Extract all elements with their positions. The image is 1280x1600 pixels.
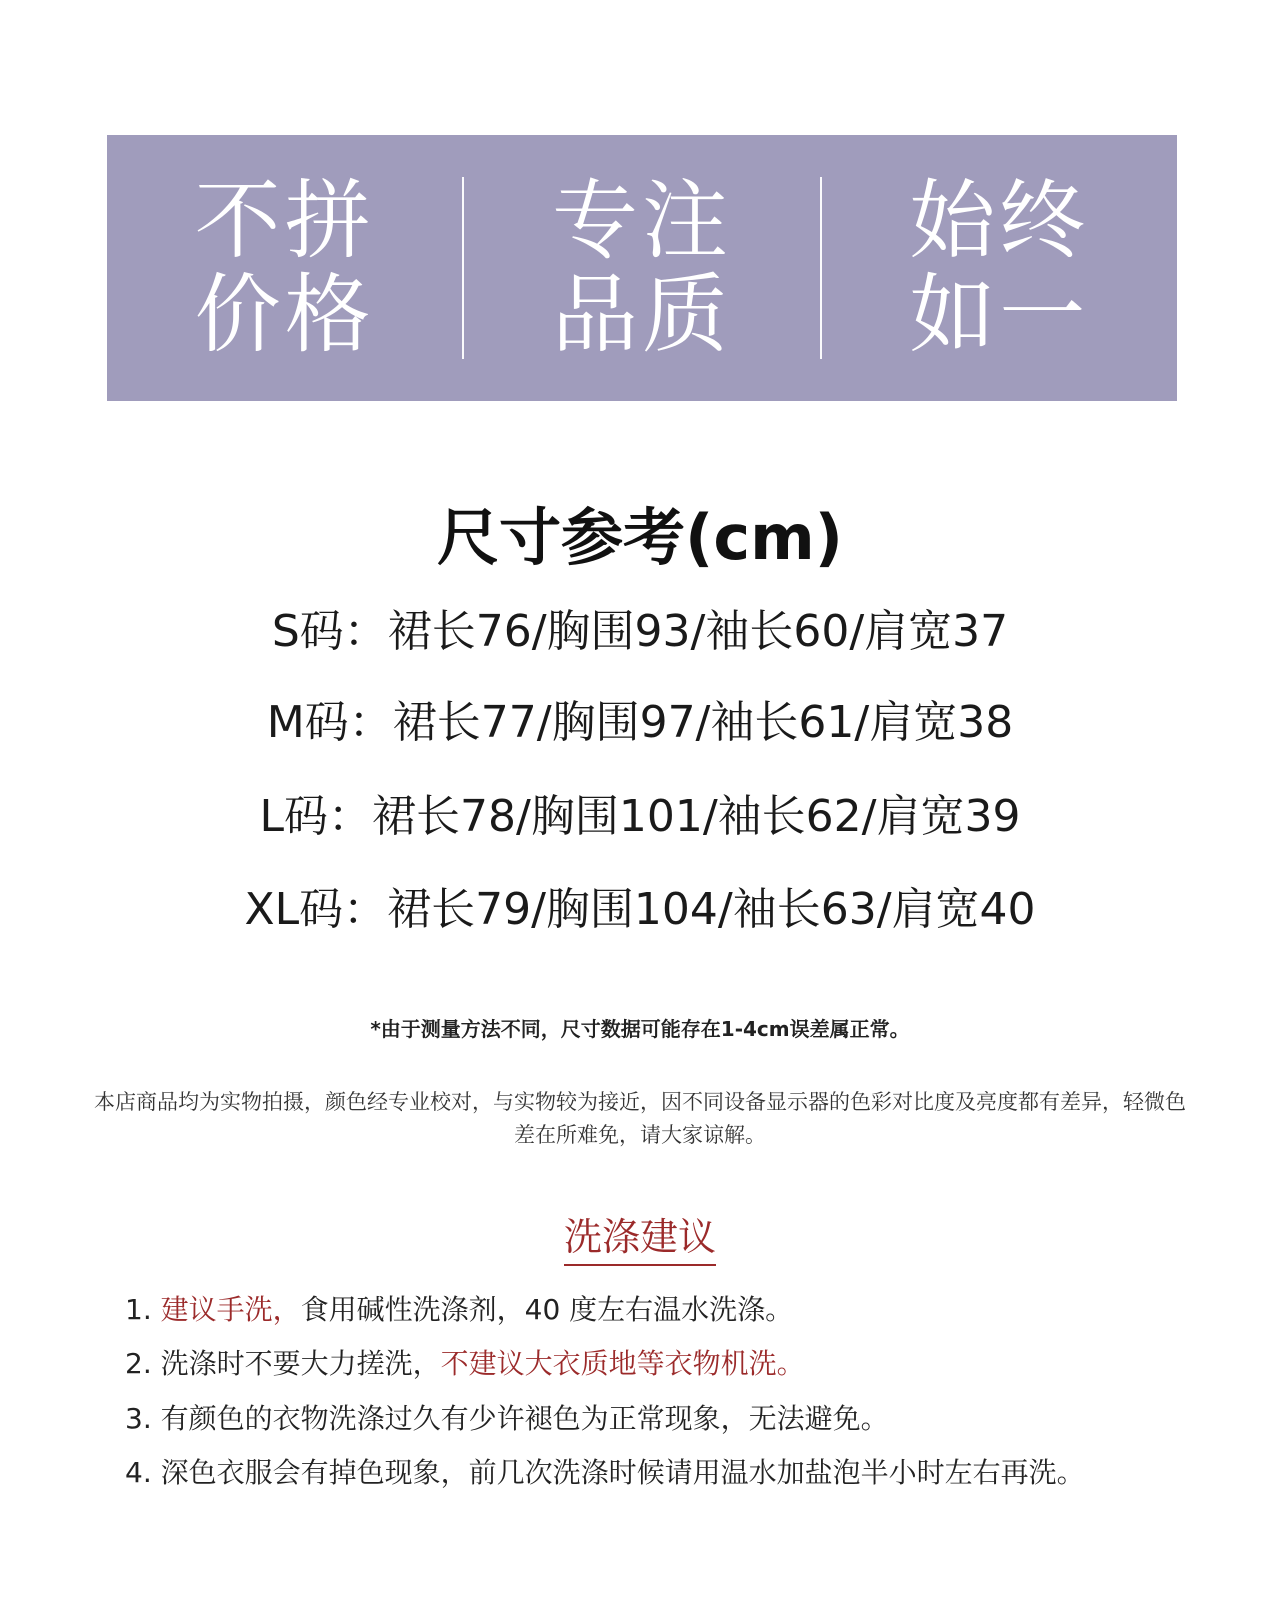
- washing-title-text: 洗涤建议: [564, 1206, 716, 1266]
- banner-divider: [462, 177, 464, 359]
- size-row-l: L码：裙长78/胸围101/袖长62/肩宽39: [259, 791, 1021, 842]
- washing-item-number: 1.: [125, 1293, 161, 1326]
- slogan-3-line2: 如一: [909, 265, 1090, 365]
- slogan-2: [464, 135, 819, 401]
- slogan-banner: [107, 135, 1177, 401]
- washing-item-highlight: 不建议大衣质地等衣物机洗。: [440, 1347, 805, 1380]
- washing-item-number: 2.: [125, 1347, 161, 1380]
- size-reference-title: 尺寸参考(cm): [436, 501, 844, 574]
- slogan-2-line1: 专注: [551, 171, 732, 271]
- washing-item-text: 食用碱性洗涤剂，40 度左右温水洗涤。: [300, 1293, 794, 1326]
- slogan-1-line1: 不拼: [194, 171, 375, 271]
- slogan-1: [107, 135, 462, 401]
- washing-item-highlight: 建议手洗，: [160, 1293, 301, 1326]
- size-row-xl: XL码：裙长79/胸围104/袖长63/肩宽40: [244, 884, 1036, 935]
- slogan-1-line2: 价格: [194, 265, 375, 365]
- washing-item-text: 深色衣服会有掉色现象，前几次洗涤时候请用温水加盐泡半小时左右再洗。: [160, 1456, 1085, 1489]
- banner-divider: [820, 177, 822, 359]
- measurement-note: *由于测量方法不同，尺寸数据可能存在1-4cm误差属正常。: [370, 1017, 910, 1041]
- washing-item-1: [125, 1288, 1265, 1328]
- size-row-m: M码：裙长77/胸围97/袖长61/肩宽38: [266, 697, 1014, 748]
- slogan-3-line1: 始终: [909, 171, 1090, 271]
- washing-item-4: [125, 1451, 1265, 1491]
- slogan-3: [822, 135, 1177, 401]
- size-row-s: S码：裙长76/胸围93/袖长60/肩宽37: [271, 606, 1009, 657]
- washing-item-2: [125, 1342, 1265, 1382]
- washing-item-number: 3.: [125, 1402, 161, 1435]
- color-note: 本店商品均为实物拍摄，颜色经专业校对，与实物较为接近，因不同设备显示器的色彩对比度及亮度都有差异，轻微色差在所难免，请大家谅解。: [94, 1090, 1186, 1147]
- washing-item-3: [125, 1397, 1265, 1437]
- washing-item-number: 4.: [125, 1456, 161, 1489]
- washing-title: [0, 1206, 1280, 1266]
- slogan-2-line2: 品质: [551, 265, 732, 365]
- washing-item-text: 洗涤时不要大力搓洗，: [160, 1347, 441, 1380]
- washing-item-text: 有颜色的衣物洗涤过久有少许褪色为正常现象，无法避免。: [160, 1402, 889, 1435]
